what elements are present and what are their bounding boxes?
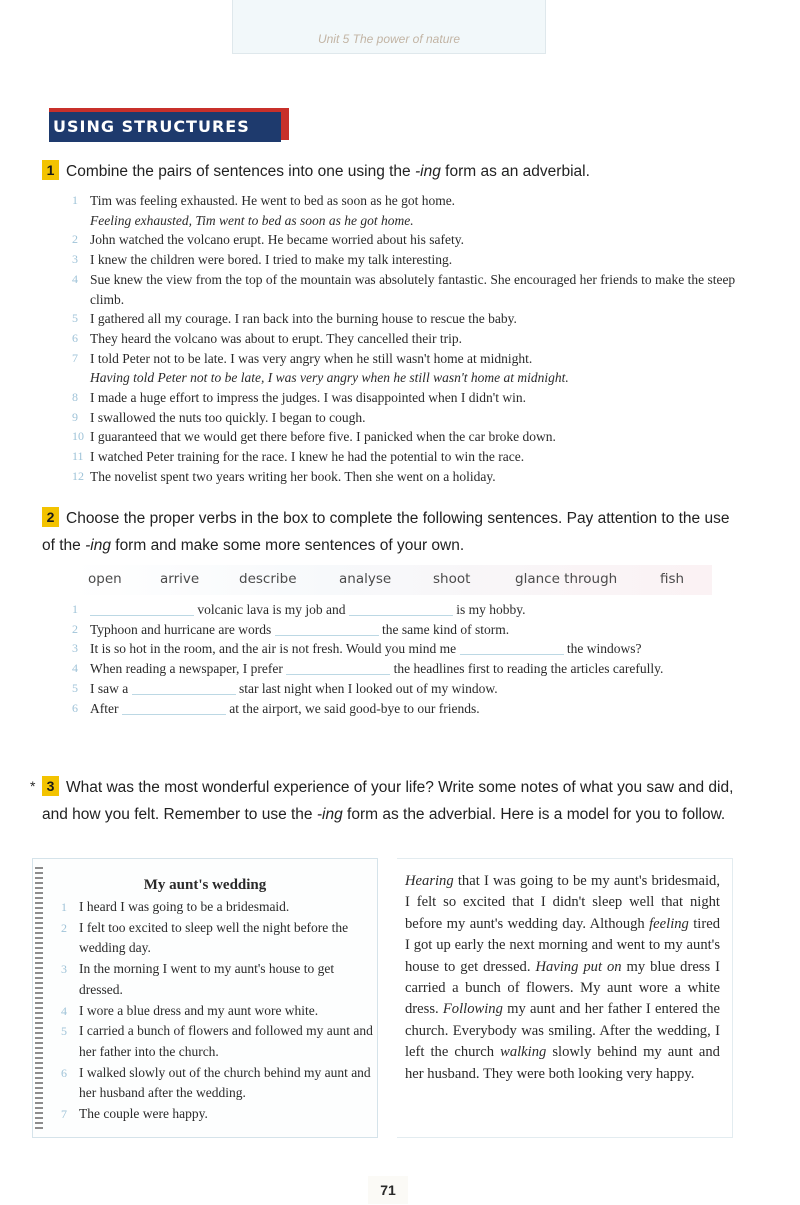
list-item: 2 Typhoon and hurricane are words the same kind of storm.	[72, 621, 510, 637]
list-item: 12 The novelist spent two years writing her book. Then she went on a holiday.	[72, 468, 496, 484]
list-item: 7 The couple were happy.	[61, 1106, 208, 1122]
word-option: open	[88, 571, 122, 587]
unit-header-box	[232, 0, 546, 54]
page-number: 71	[368, 1176, 408, 1204]
list-item: 11 I watched Peter training for the race. I knew he had the potential to win the race.	[72, 449, 525, 465]
exercise-3-instruction: 3 What was the most wonderful experience of your life? Write some notes of what you saw and did, and how you felt. Remember to use the -ing form as the adverbial. Here is a model for you to follow.	[42, 778, 734, 823]
answer-blank[interactable]	[460, 640, 564, 655]
list-item: 7 I told Peter not to be late. I was very angry when he still wasn't home at midnight. Having told Peter not to be late, I was very angry when he still wasn't home at midnight.	[72, 349, 737, 388]
answer-blank[interactable]	[122, 700, 226, 715]
word-option: glance through	[515, 571, 618, 587]
list-item: 4 When reading a newspaper, I prefer the headlines first to reading the articles carefully.	[72, 661, 664, 677]
list-item: 5 I carried a bunch of flowers and followed my aunt and her father into the church.	[61, 1023, 373, 1059]
word-box	[72, 565, 712, 595]
list-item: 6 They heard the volcano was about to erupt. They cancelled their trip.	[72, 330, 462, 346]
exercise-2-instruction: 2 Choose the proper verbs in the box to complete the following sentences. Pay attention to the use of the -ing form and make some more sentences of your own.	[42, 509, 730, 554]
model-paragraph-card	[397, 858, 733, 1138]
word-option: fish	[660, 571, 685, 587]
list-item: 5 I saw a star last night when I looked out of my window.	[72, 680, 498, 696]
list-item: 1 Tim was feeling exhausted. He went to bed as soon as he got home. Feeling exhausted, Tim went to bed as soon as he got home.	[72, 191, 737, 230]
model-title: My aunt's wedding	[143, 877, 267, 893]
list-item: 5 I gathered all my courage. I ran back into the burning house to rescue the baby.	[72, 311, 517, 327]
section-banner	[49, 108, 289, 142]
exercise-3-number: 3	[42, 776, 59, 796]
model-notes-list	[61, 897, 376, 1125]
list-item: 9 I swallowed the nuts too quickly. I began to cough.	[72, 409, 366, 425]
section-title: USING STRUCTURES	[53, 117, 250, 136]
model-paragraph: Hearing that I was going to be my aunt's bridesmaid, I felt so excited that I didn't sleep well that night before my aunt's wedding day. Although feeling tired I got up early the next morning and went to my aunt's house to get dressed. Having put on my blue dress I carried a bunch of flowers. My aunt wore a white dress. Following my aunt and her father I entered the church. Everybody was smiling. After the wedding, I left the church walking slowly behind my aunt and her husband. They were both looking very happy.	[405, 873, 720, 1082]
exercise-2-list	[72, 600, 737, 718]
list-item: 4 Sue knew the view from the top of the mountain was absolutely fantastic. She encouraged her friends to make the steep climb.	[72, 271, 736, 307]
list-item: 1 I heard I was going to be a bridesmaid.	[61, 899, 290, 914]
answer-blank[interactable]	[286, 660, 390, 675]
list-item: 4 I wore a blue dress and my aunt wore white.	[61, 1002, 319, 1018]
list-item: 10 I guaranteed that we would get there before five. I panicked when the car broke down.	[72, 429, 556, 445]
word-option: shoot	[433, 571, 471, 587]
list-item: 3 It is so hot in the room, and the air is not fresh. Would you mind me the windows?	[72, 641, 642, 657]
list-item: 6 I walked slowly out of the church behind my aunt and her husband after the wedding.	[61, 1064, 371, 1101]
word-option: describe	[239, 571, 297, 587]
list-item: 6 After at the airport, we said good-bye to our friends.	[72, 700, 480, 716]
model-answer: Having told Peter not to be late, I was very angry when he still wasn't home at midnight.	[90, 370, 569, 386]
answer-blank[interactable]	[132, 680, 236, 695]
challenge-star: *	[30, 778, 36, 794]
list-item: 8 I made a huge effort to impress the judges. I was disappointed when I didn't win.	[72, 390, 526, 406]
exercise-2-number: 2	[42, 507, 59, 527]
model-answer: Feeling exhausted, Tim went to bed as soon as he got home.	[90, 212, 414, 228]
word-option: arrive	[160, 571, 200, 587]
list-item: 3 I knew the children were bored. I tried to make my talk interesting.	[72, 252, 453, 268]
model-notes-card	[32, 858, 378, 1138]
exercise-1-number: 1	[42, 160, 59, 180]
spiral-binding	[35, 867, 43, 1129]
answer-blank[interactable]	[275, 621, 379, 636]
list-item: 2 I felt too excited to sleep well the night before the wedding day.	[61, 919, 349, 956]
answer-blank[interactable]	[349, 601, 453, 616]
list-item: 2 John watched the volcano erupt. He became worried about his safety.	[72, 232, 464, 248]
unit-title: Unit 5 The power of nature	[317, 32, 461, 46]
exercise-1-instruction: 1 Combine the pairs of sentences into one using the -ing form as an adverbial.	[42, 158, 742, 185]
answer-blank[interactable]	[90, 601, 194, 616]
list-item: 3 In the morning I went to my aunt's house to get dressed.	[61, 961, 335, 997]
word-option: analyse	[339, 571, 392, 587]
exercise-1-list	[72, 191, 737, 487]
list-item: 1 volcanic lava is my job and is my hobby.	[72, 602, 526, 617]
